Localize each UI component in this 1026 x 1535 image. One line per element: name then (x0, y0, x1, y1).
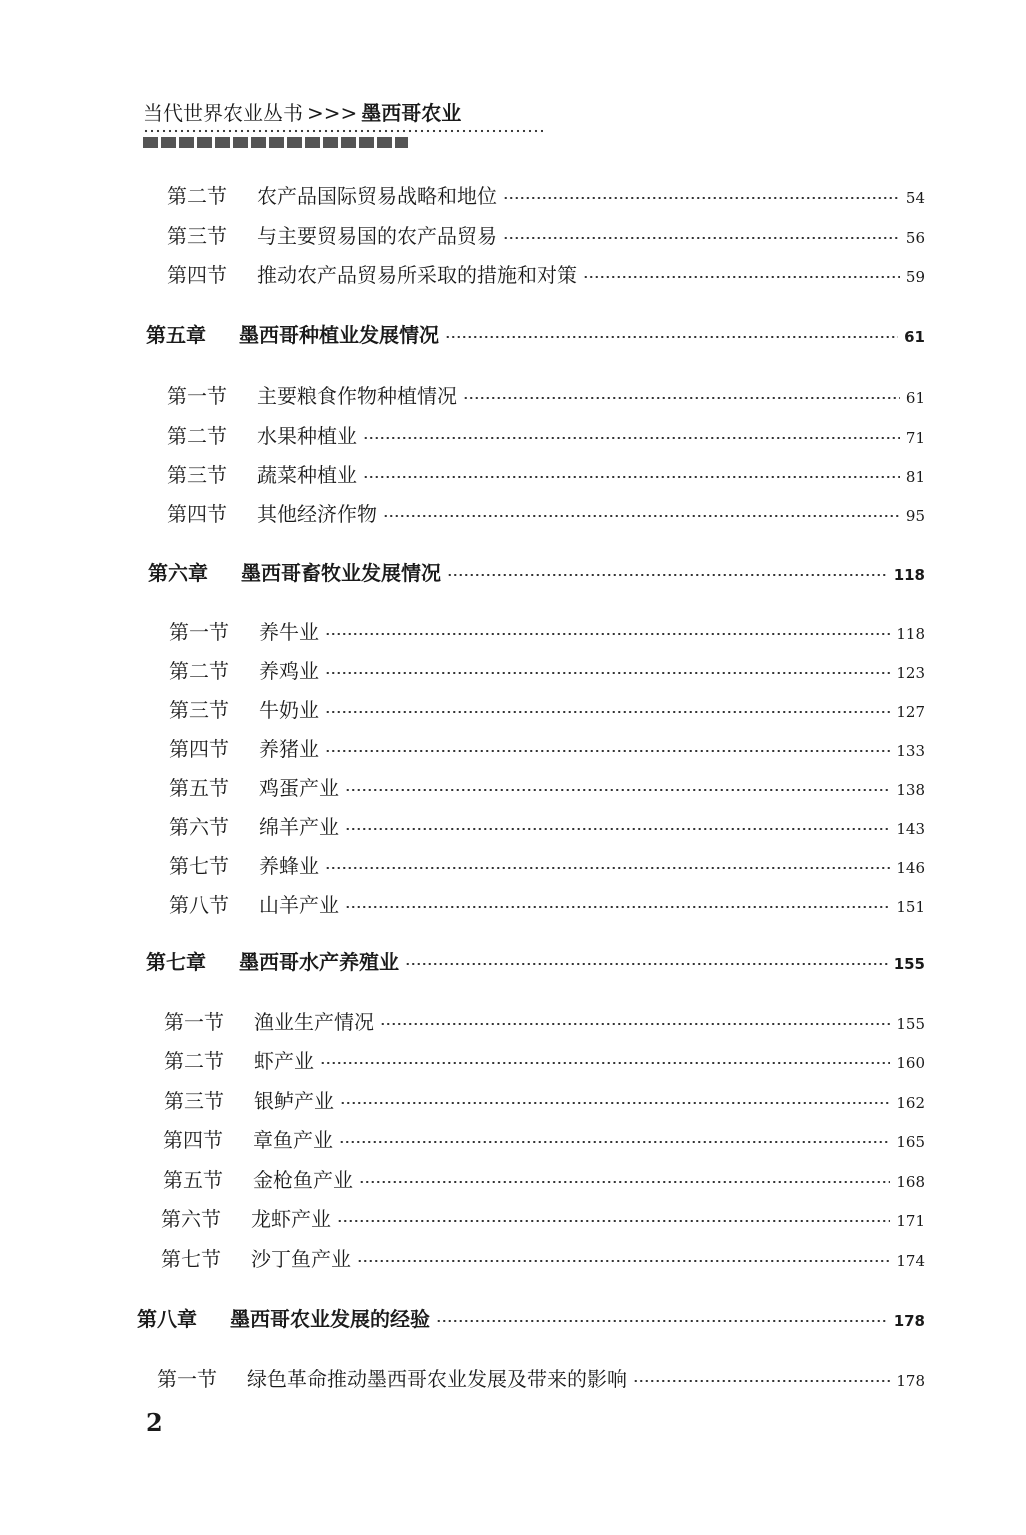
section-title: 主要粮食作物种植情况 (257, 384, 457, 408)
dot-leader (357, 1260, 890, 1262)
book-title: 墨西哥农业 (361, 101, 462, 125)
toc-section-entry (167, 259, 925, 289)
chapter-number: 第六章 (148, 561, 208, 585)
toc-section-entry (167, 180, 925, 210)
section-number: 第三节 (167, 463, 227, 487)
toc-entry-label (169, 772, 339, 801)
section-title: 养牛业 (259, 620, 319, 644)
dot-leader (345, 789, 890, 791)
toc-page-number: 168 (896, 1173, 925, 1191)
section-title: 推动农产品贸易所采取的措施和对策 (257, 263, 577, 287)
toc-entry-label (167, 459, 357, 488)
dot-leader (583, 276, 900, 278)
toc-chapter-entry (146, 319, 925, 349)
chapter-title: 墨西哥水产养殖业 (239, 950, 399, 974)
dot-leader (340, 1102, 890, 1104)
toc-page-number: 146 (896, 859, 925, 877)
section-title: 绵羊产业 (259, 815, 339, 839)
toc-page-number: 155 (896, 1015, 925, 1033)
toc-entry-label (167, 420, 357, 449)
section-number: 第三节 (164, 1089, 224, 1113)
section-title: 养猪业 (259, 737, 319, 761)
toc-section-entry (169, 655, 925, 685)
dot-leader (363, 476, 900, 478)
section-title: 虾产业 (254, 1049, 314, 1073)
toc-page-number: 123 (896, 664, 925, 682)
toc-chapter-entry (146, 946, 925, 976)
section-title: 与主要贸易国的农产品贸易 (257, 224, 497, 248)
toc-section-entry (169, 772, 925, 802)
toc-entry-label (164, 1085, 334, 1114)
dot-leader (447, 574, 888, 576)
toc-section-entry (167, 220, 925, 250)
dot-leader (380, 1023, 890, 1025)
dot-leader (503, 237, 900, 239)
toc-chapter-entry (137, 1303, 925, 1333)
section-number: 第一节 (167, 384, 227, 408)
section-title: 龙虾产业 (251, 1207, 331, 1231)
dot-leader (445, 336, 898, 338)
section-number: 第二节 (164, 1049, 224, 1073)
toc-entry-label (164, 1045, 314, 1074)
section-number: 第六节 (161, 1207, 221, 1231)
toc-section-entry (164, 1006, 925, 1036)
toc-page-number: 178 (893, 1312, 925, 1330)
dot-leader (320, 1062, 890, 1064)
toc-section-entry (167, 459, 925, 489)
section-title: 蔬菜种植业 (257, 463, 357, 487)
toc-section-entry (167, 498, 925, 528)
toc-entry-label (169, 616, 319, 645)
series-title: 当代世界农业丛书 (143, 101, 303, 125)
toc-entry-label (167, 220, 497, 249)
dot-leader (633, 1380, 890, 1382)
dot-leader (345, 906, 890, 908)
toc-entry-label (169, 733, 319, 762)
toc-page-number: 151 (896, 898, 925, 916)
toc-entry-label (169, 889, 339, 918)
toc-entry-label (163, 1124, 333, 1153)
dot-leader (345, 828, 890, 830)
toc-page-number: 133 (896, 742, 925, 760)
toc-entry-label (169, 811, 339, 840)
dot-leader (339, 1141, 890, 1143)
toc-section-entry (169, 694, 925, 724)
toc-chapter-entry (148, 557, 925, 587)
section-number: 第五节 (163, 1168, 223, 1192)
toc-page-number: 95 (905, 507, 925, 525)
section-number: 第七节 (161, 1247, 221, 1271)
toc-entry-label (161, 1203, 331, 1232)
section-title: 章鱼产业 (253, 1128, 333, 1152)
chapter-title: 墨西哥农业发展的经验 (230, 1307, 430, 1331)
chapter-number: 第八章 (137, 1307, 197, 1331)
section-number: 第一节 (157, 1367, 217, 1391)
section-number: 第二节 (169, 659, 229, 683)
section-number: 第二节 (167, 184, 227, 208)
toc-entry-label (169, 850, 319, 879)
section-title: 山羊产业 (259, 893, 339, 917)
section-title: 银鲈产业 (254, 1089, 334, 1113)
toc-section-entry (167, 420, 925, 450)
section-number: 第七节 (169, 854, 229, 878)
toc-section-entry (163, 1164, 925, 1194)
toc-section-entry (169, 889, 925, 919)
section-title: 水果种植业 (257, 424, 357, 448)
toc-entry-label (146, 319, 439, 348)
toc-entry-label (148, 557, 441, 586)
section-title: 养鸡业 (259, 659, 319, 683)
toc-section-entry (167, 380, 925, 410)
toc-page-number: 56 (905, 229, 925, 247)
dot-leader (325, 672, 890, 674)
section-title: 养蜂业 (259, 854, 319, 878)
section-title: 绿色革命推动墨西哥农业发展及带来的影响 (247, 1367, 627, 1391)
toc-page-number: 71 (905, 429, 925, 447)
chapter-number: 第五章 (146, 323, 206, 347)
section-number: 第四节 (163, 1128, 223, 1152)
toc-section-entry (163, 1124, 925, 1154)
toc-section-entry (169, 811, 925, 841)
header-separator: >>> (307, 101, 358, 125)
section-number: 第四节 (169, 737, 229, 761)
toc-section-entry (161, 1203, 925, 1233)
toc-entry-label (163, 1164, 353, 1193)
page-number: 2 (146, 1408, 163, 1437)
dot-leader (325, 867, 890, 869)
toc-entry-label (146, 946, 399, 975)
section-title: 鸡蛋产业 (259, 776, 339, 800)
toc-page-number: 81 (905, 468, 925, 486)
section-number: 第五节 (169, 776, 229, 800)
section-number: 第二节 (167, 424, 227, 448)
section-number: 第一节 (169, 620, 229, 644)
toc-page-number: 171 (896, 1212, 925, 1230)
toc-section-entry (164, 1085, 925, 1115)
toc-section-entry (161, 1243, 925, 1273)
toc-page-number: 118 (893, 566, 925, 584)
dot-leader (463, 397, 900, 399)
section-number: 第三节 (167, 224, 227, 248)
section-number: 第三节 (169, 698, 229, 722)
toc-page-number: 59 (905, 268, 925, 286)
chapter-title: 墨西哥种植业发展情况 (239, 323, 439, 347)
section-title: 其他经济作物 (257, 502, 377, 526)
toc-page-number: 162 (896, 1094, 925, 1112)
section-title: 牛奶业 (259, 698, 319, 722)
chapter-title: 墨西哥畜牧业发展情况 (241, 561, 441, 585)
section-title: 沙丁鱼产业 (251, 1247, 351, 1271)
toc-page-number: 155 (893, 955, 925, 973)
toc-section-entry (157, 1363, 925, 1393)
dot-leader (363, 437, 900, 439)
section-number: 第一节 (164, 1010, 224, 1034)
section-title: 渔业生产情况 (254, 1010, 374, 1034)
toc-page-number: 61 (904, 328, 925, 346)
dot-leader (383, 515, 900, 517)
toc-page-number: 165 (896, 1133, 925, 1151)
dot-leader (503, 197, 900, 199)
chapter-number: 第七章 (146, 950, 206, 974)
dot-leader (325, 633, 890, 635)
section-number: 第四节 (167, 263, 227, 287)
toc-entry-label (167, 498, 377, 527)
toc-page-number: 160 (896, 1054, 925, 1072)
dot-leader (325, 711, 890, 713)
section-number: 第四节 (167, 502, 227, 526)
dot-leader (359, 1181, 890, 1183)
toc-page-number: 118 (896, 625, 925, 643)
toc-page-number: 61 (905, 389, 925, 407)
dot-leader (337, 1220, 890, 1222)
toc-page-number: 178 (896, 1372, 925, 1390)
toc-page-number: 138 (896, 781, 925, 799)
toc-section-entry (169, 616, 925, 646)
toc-page-number: 54 (905, 189, 925, 207)
toc-entry-label (137, 1303, 430, 1332)
toc-section-entry (169, 850, 925, 880)
section-title: 农产品国际贸易战略和地位 (257, 184, 497, 208)
toc-entry-label (164, 1006, 374, 1035)
dot-leader (405, 963, 888, 965)
toc-entry-label (169, 694, 319, 723)
toc-page-number: 143 (896, 820, 925, 838)
section-number: 第六节 (169, 815, 229, 839)
section-title: 金枪鱼产业 (253, 1168, 353, 1192)
dot-leader (436, 1320, 888, 1322)
toc-section-entry (169, 733, 925, 763)
toc-section-entry (164, 1045, 925, 1075)
toc-entry-label (157, 1363, 627, 1392)
section-number: 第八节 (169, 893, 229, 917)
toc-entry-label (167, 180, 497, 209)
toc-page-number: 174 (896, 1252, 925, 1270)
toc-page-number: 127 (896, 703, 925, 721)
toc-entry-label (169, 655, 319, 684)
toc-entry-label (167, 259, 577, 288)
toc-entry-label (167, 380, 457, 409)
dot-leader (325, 750, 890, 752)
toc-entry-label (161, 1243, 351, 1272)
